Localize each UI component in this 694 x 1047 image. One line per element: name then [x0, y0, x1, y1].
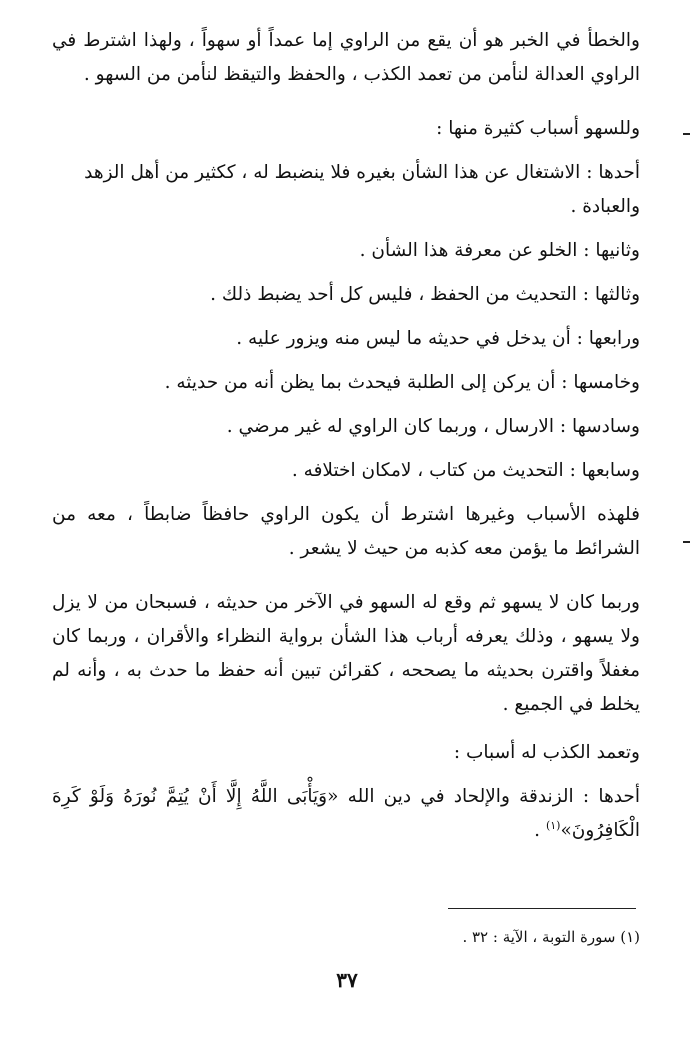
item-text: التحديث من الحفظ ، فليس كل أحد يضبط ذلك .: [210, 284, 577, 305]
list-item: [52, 366, 640, 400]
page-number: ٣٧: [336, 968, 358, 992]
footnote-divider: [448, 908, 636, 909]
paragraph-kadhib-intro: وتعمد الكذب له أسباب :: [453, 742, 640, 763]
list-item: [52, 278, 640, 312]
item-lead: أحدها :: [586, 162, 640, 183]
list-item: [52, 454, 640, 488]
quran-verse: وَيَأْبَى اللَّهُ إِلَّا أَنْ يُتِمَّ نُورَهُ وَلَوْ كَرِهَ الْكَافِرُونَ: [52, 786, 640, 841]
footnote-reference: (١): [545, 818, 561, 832]
item-lead: وسادسها :: [559, 416, 640, 437]
item-text: أن يركن إلى الطلبة فيحدث بما يظن أنه من حديثه .: [164, 372, 556, 393]
item-text: الارسال ، وربما كان الراوي له غير مرضي .: [226, 416, 555, 437]
item-text: التحديث من كتاب ، لامكان اختلافه .: [291, 460, 564, 481]
paragraph-sahw-intro: وللسهو أسباب كثيرة منها :: [436, 118, 640, 139]
item-lead: وثالثها :: [582, 284, 640, 305]
item-lead: أحدها :: [582, 786, 640, 807]
list-item: [52, 156, 640, 224]
item-lead: وسابعها :: [569, 460, 640, 481]
paragraph-sahw-late: وربما كان لا يسهو ثم وقع له السهو في الآخر من حديثه ، فسبحان من لا يزل ولا يسهو ، وذلك يعرفه أرباب هذا الشأن برواية النظراء والأقران ، وربما كان مغفلاً واقترن بحديثه ما يصححه ، كقرائن تبين أنه حفظ ما حدث به ، وأنه لم يخلط في الجميع .: [52, 592, 640, 715]
item-text: الاشتغال عن هذا الشأن بغيره فلا ينضبط له ، ككثير من أهل الزهد والعبادة .: [84, 162, 640, 217]
list-item: [52, 234, 640, 268]
quote-close-mark: »: [560, 820, 572, 841]
item-text: الخلو عن معرفة هذا الشأن .: [359, 240, 578, 261]
item-lead: وخامسها :: [561, 372, 640, 393]
item-lead: ورابعها :: [576, 328, 640, 349]
sentence-end: .: [534, 820, 541, 841]
paragraph-error-definition: والخطأ في الخبر هو أن يقع من الراوي إما عمداً أو سهواً ، ولهذا اشترط في الراوي العدالة لنأمن من تعمد الكذب ، والحفظ والتيقظ لنأمن من السهو .: [52, 30, 640, 85]
paragraph-conditions: فلهذه الأسباب وغيرها اشترط أن يكون الراوي حافظاً ضابطاً ، معه من الشرائط ما يؤمن معه كذبه من حيث لا يشعر .: [52, 504, 640, 559]
margin-mark: [683, 133, 690, 135]
list-item: [52, 410, 640, 444]
item-text: الزندقة والإلحاد في دين الله: [347, 786, 574, 807]
quote-open-mark: «: [327, 786, 339, 807]
item-lead: وثانيها :: [583, 240, 640, 261]
page-body: [52, 24, 640, 848]
item-text: أن يدخل في حديثه ما ليس منه ويزور عليه .: [236, 328, 571, 349]
paragraph-zandaqa: [52, 780, 640, 848]
footnote: (١) سورة التوبة ، الآية : ٣٢ .: [462, 928, 640, 946]
list-item: [52, 322, 640, 356]
margin-mark: [683, 541, 690, 543]
